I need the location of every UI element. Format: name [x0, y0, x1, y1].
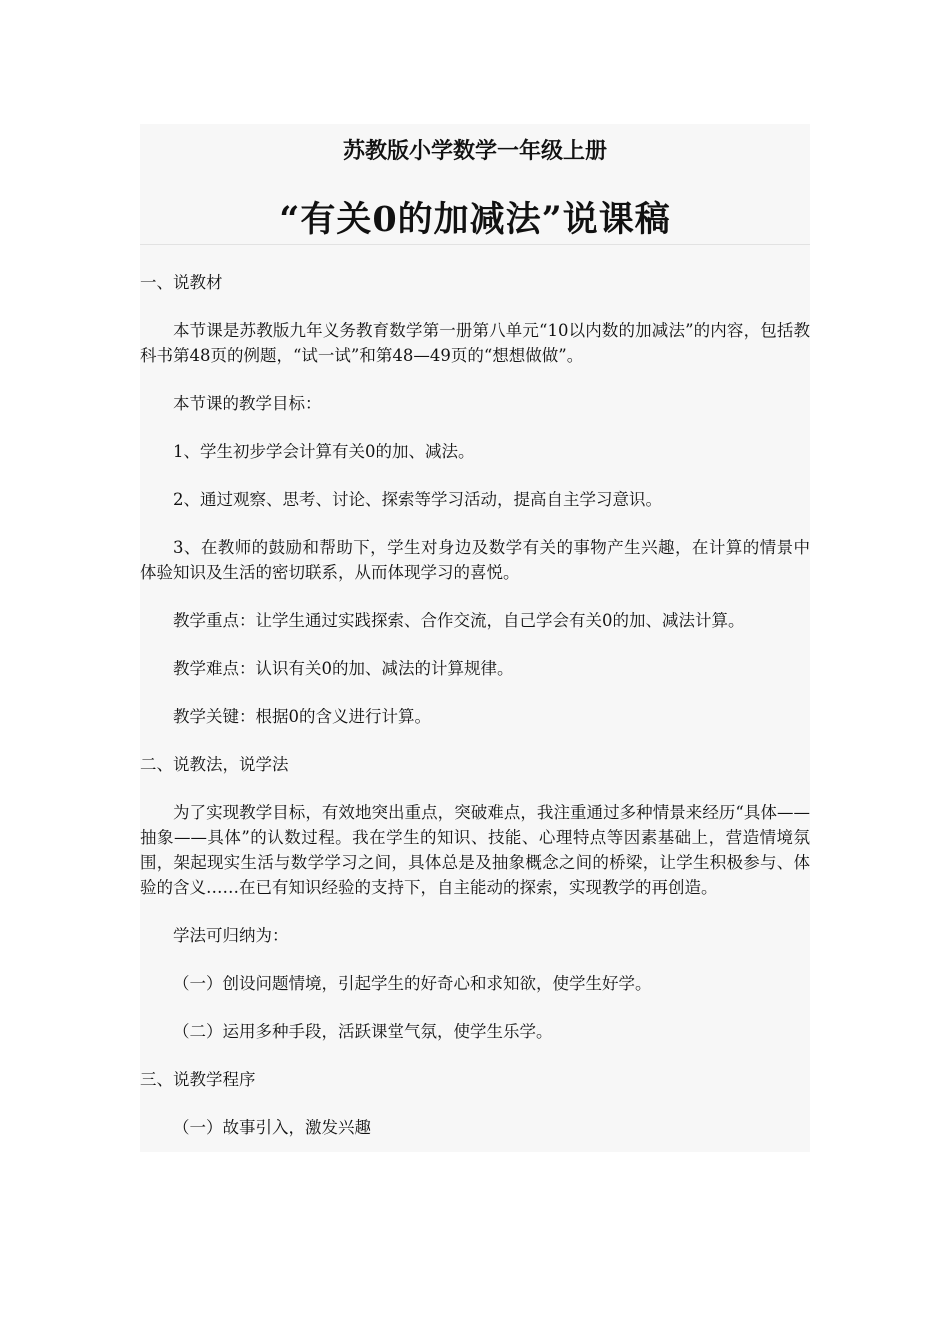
- document-title: “有关0的加减法”说课稿: [279, 199, 671, 240]
- paragraph: 教学难点：认识有关0的加、减法的计算规律。: [173, 659, 514, 678]
- document-header: [140, 124, 810, 245]
- section-heading: 二、说教法，说学法: [140, 755, 289, 774]
- paragraph: 学法可归纳为：: [173, 926, 289, 945]
- paragraph: 2、通过观察、思考、讨论、探索等学习活动，提高自主学习意识。: [173, 490, 662, 509]
- paragraph: 教学关键：根据0的含义进行计算。: [173, 707, 431, 726]
- paragraph: 本节课是苏教版九年义务教育数学第一册第八单元“10以内数的加减法”的内容，包括教科书第48页的例题，“试一试”和第48—49页的“想想做做”。: [140, 321, 810, 365]
- paragraph: （一）创设问题情境，引起学生的好奇心和求知欲，使学生好学。: [173, 974, 652, 993]
- paragraph: 3、在教师的鼓励和帮助下，学生对身边及数学有关的事物产生兴趣，在计算的情景中体验知识及生活的密切联系，从而体现学习的喜悦。: [140, 538, 810, 582]
- document-body: [140, 270, 810, 1163]
- paragraph: 为了实现教学目标，有效地突出重点，突破难点，我注重通过多种情景来经历“具体——抽象——具体”的认数过程。我在学生的知识、技能、心理特点等因素基础上，营造情境氛围，架起现实生活与数学学习之间，具体总是及抽象概念之间的桥梁，让学生积极参与、体验的含义……在已有知识经验的支持下，自主能动的探索，实现教学的再创造。: [140, 803, 810, 897]
- section-heading: 三、说教学程序: [140, 1070, 256, 1089]
- paragraph: 本节课的教学目标：: [173, 394, 322, 413]
- paragraph: （二）运用多种手段，活跃课堂气氛，使学生乐学。: [173, 1022, 553, 1041]
- document-page: [140, 124, 810, 1152]
- paragraph: 教学重点：让学生通过实践探索、合作交流，自己学会有关0的加、减法计算。: [173, 611, 745, 630]
- paragraph: 1、学生初步学会计算有关0的加、减法。: [173, 442, 475, 461]
- document-subtitle: 苏教版小学数学一年级上册: [342, 138, 607, 164]
- section-heading: 一、说教材: [140, 273, 223, 292]
- paragraph: （一）故事引入，激发兴趣: [173, 1118, 371, 1137]
